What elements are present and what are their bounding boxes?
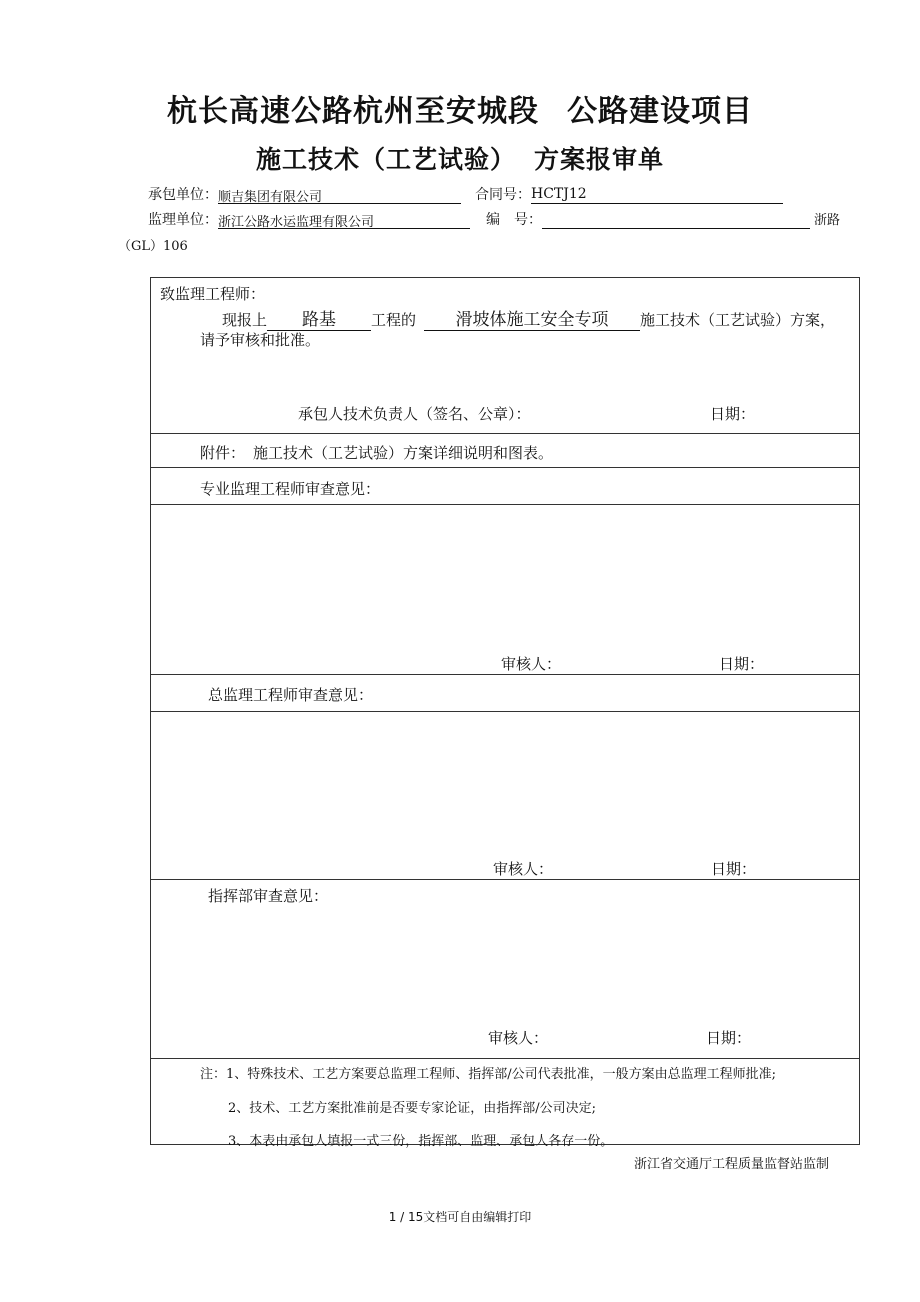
contractor-signature-label: 承包人技术负责人（签名、公章）： — [298, 405, 531, 423]
section4-reviewer-label: 审核人： — [488, 1029, 549, 1047]
form-title-part1: 施工技术（工艺试验） — [255, 145, 516, 174]
issuer-text: 浙江省交通厅工程质量监督站监制 — [634, 1157, 830, 1172]
contract-no-label: 合同号： — [475, 187, 531, 203]
section1-date-label: 日期： — [710, 405, 756, 423]
divider — [150, 1058, 860, 1059]
form-code: （GL）106 — [118, 239, 188, 254]
supervisor-label: 监理单位： — [148, 212, 218, 228]
title-project-name: 杭长高速公路杭州至安城段 — [167, 94, 539, 129]
supervisor-row — [148, 209, 470, 229]
attachment-text: 施工技术（工艺试验）方案详细说明和图表。 — [253, 444, 554, 462]
attachment-row — [200, 442, 553, 463]
contractor-label: 承包单位： — [148, 187, 218, 203]
form-title-part2: 方案报审单 — [534, 145, 665, 174]
supervisor-value: 浙江公路水运监理有限公司 — [218, 211, 470, 229]
note-2: 2、技术、工艺方案批准前是否要专家论证，由指挥部/公司决定; — [228, 1101, 597, 1116]
page-footer: 1 / 15文档可自由编辑打印 — [388, 1210, 532, 1224]
hq-review-heading: 指挥部审查意见： — [208, 887, 329, 905]
note-1: 注：1、特殊技术、工艺方案要总监理工程师、指挥部/公司代表批准，一般方案由总监理工程师批准; — [200, 1067, 777, 1082]
document-title — [0, 86, 920, 130]
divider — [150, 467, 860, 468]
serial-row — [486, 209, 840, 229]
section2-date-label: 日期： — [719, 655, 765, 673]
section4-date-label: 日期： — [706, 1029, 752, 1047]
submission-text-middle: 工程的 — [371, 311, 417, 329]
note-3: 3、本表由承包人填报一式三份，指挥部、监理、承包人各存一份。 — [228, 1134, 614, 1149]
submission-request: 请予审核和批准。 — [200, 331, 321, 349]
contract-no-value: HCTJ12 — [531, 186, 783, 204]
divider — [150, 674, 860, 675]
section3-reviewer-label: 审核人： — [493, 860, 554, 878]
attachment-label: 附件： — [200, 444, 246, 462]
contract-no-row — [475, 184, 783, 204]
section3-date-label: 日期： — [711, 860, 757, 878]
divider — [150, 711, 860, 712]
serial-value-blank[interactable] — [542, 211, 810, 229]
divider — [150, 879, 860, 880]
form-title — [0, 140, 920, 176]
project-part-field[interactable]: 路基 — [267, 305, 371, 331]
divider — [150, 504, 860, 505]
chief-review-heading: 总监理工程师审查意见： — [208, 686, 374, 704]
contractor-value: 顺吉集团有限公司 — [218, 186, 461, 204]
contractor-row — [148, 184, 461, 204]
scheme-name-field[interactable]: 滑坡体施工安全专项 — [424, 305, 640, 331]
specialist-review-heading: 专业监理工程师审查意见： — [200, 480, 381, 498]
submission-text-before: 现报上 — [222, 311, 268, 329]
serial-label: 编 号： — [486, 212, 542, 228]
salutation: 致监理工程师： — [160, 285, 266, 303]
divider — [150, 433, 860, 434]
section2-reviewer-label: 审核人： — [501, 655, 562, 673]
title-project-type: 公路建设项目 — [567, 94, 753, 129]
submission-text-after: 施工技术（工艺试验）方案， — [640, 311, 836, 329]
form-code-suffix: 浙路 — [814, 213, 841, 228]
submission-line — [222, 305, 835, 331]
